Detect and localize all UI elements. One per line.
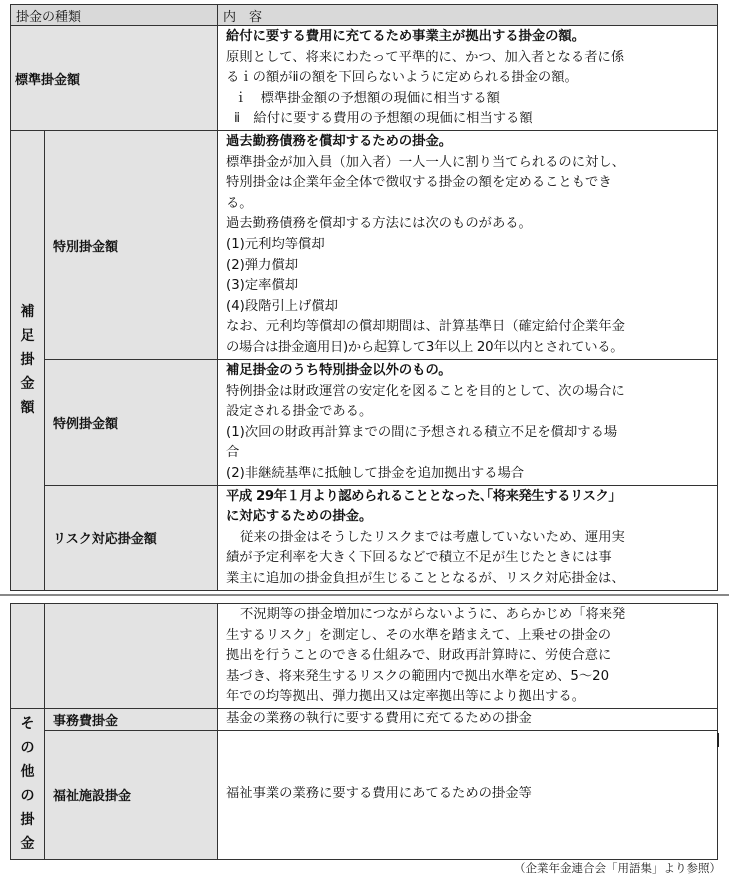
risk-line: 業主に追加の掛金負担が生じることとなるが、リスク対応掛金は、 bbox=[226, 570, 625, 586]
welfare-label: 福祉施設掛金 bbox=[45, 730, 218, 859]
risk-content bbox=[218, 485, 718, 590]
special-line: 標準掛金が加入員（加入者）一人一人に割り当てられるのに対し、 bbox=[226, 154, 625, 170]
special-line: (3)定率償却 bbox=[226, 278, 299, 294]
risk-line: 拠出を行うことのできる仕組みで、財政再計算時に、労使合意に bbox=[226, 648, 612, 664]
continued-label-cell bbox=[45, 604, 218, 709]
table-header-row bbox=[11, 5, 718, 26]
risk-line: 不況期等の掛金増加につながらないように、あらかじめ「将来発 bbox=[240, 607, 626, 622]
standard-line: 給付に要する費用に充てるため事業主が拠出する掛金の額。 bbox=[226, 29, 586, 44]
continued-side-cell bbox=[11, 604, 45, 709]
standard-line: るｉの額がⅱの額を下回らないように定められる掛金の額。 bbox=[226, 70, 578, 86]
exceptional-line: 特例掛金は財政運営の安定化を図ることを目的として、次の場合に bbox=[226, 383, 625, 399]
standard-line: ⅱ 給付に要する費用の予想額の現価に相当する額 bbox=[234, 111, 533, 127]
exceptional-line: 合 bbox=[226, 445, 240, 461]
welfare-content: 福祉事業の業務に要する費用にあてるための掛金等 bbox=[218, 730, 718, 859]
standard-line: 原則として、将来にわたって平準的に、かつ、加入者となる者に係 bbox=[226, 49, 625, 65]
standard-label: 標準掛金額 bbox=[11, 26, 218, 131]
exceptional-line: 補足掛金のうち特別掛金以外のもの。 bbox=[226, 363, 452, 378]
supplementary-group-label: 補 足 掛 金 額 bbox=[11, 131, 45, 591]
special-line: る。 bbox=[226, 195, 253, 211]
row-special bbox=[11, 131, 718, 360]
row-admin bbox=[11, 709, 718, 731]
admin-content: 基金の業務の執行に要する費用に充てるための掛金 bbox=[218, 709, 718, 731]
special-line: (1)元利均等償却 bbox=[226, 236, 325, 252]
exceptional-content bbox=[218, 360, 718, 486]
exceptional-line: 設定される掛金である。 bbox=[226, 404, 373, 420]
page-break bbox=[0, 594, 729, 596]
standard-line: ｉ 標準掛金額の予想額の現価に相当する額 bbox=[234, 90, 500, 106]
exceptional-line: (1)次回の財政再計算までの間に予想される積立不足を償却する場 bbox=[226, 424, 618, 440]
row-standard bbox=[11, 26, 718, 131]
risk-line: に対応するための掛金。 bbox=[226, 509, 373, 525]
special-line: の場合は掛金適用日)から起算して3年以上 20年以内とされている。 bbox=[226, 339, 624, 355]
header-kind: 掛金の種類 bbox=[11, 5, 218, 26]
risk-line: 平成 29年１月より認められることとなった､｢将来発生するリスク｣ bbox=[226, 488, 615, 504]
risk-line: 基づき、将来発生するリスクの範囲内で拠出水準を定め、5～20 bbox=[226, 668, 610, 684]
special-line: 過去勤務債務を償却する方法には次のものがある。 bbox=[226, 216, 532, 232]
risk-line: 生するリスク」を測定し、その水準を踏まえて、上乗せの掛金の bbox=[226, 627, 612, 643]
standard-content bbox=[218, 26, 718, 131]
special-line: 過去勤務債務を償却するための掛金。 bbox=[226, 134, 453, 149]
special-line: なお、元利均等償却の償却期間は、計算基準日（確定給付企業年金 bbox=[226, 319, 625, 335]
exceptional-label: 特例掛金額 bbox=[45, 360, 218, 486]
text-cursor bbox=[717, 733, 719, 747]
contribution-table-part2 bbox=[10, 603, 718, 860]
risk-content-continued bbox=[218, 604, 718, 709]
other-group-label: そ の 他 の 掛 金 bbox=[11, 709, 45, 860]
source-note: （企業年金連合会「用語集」より参照） bbox=[514, 861, 721, 875]
row-risk-continued bbox=[11, 604, 718, 709]
risk-line: 年での均等拠出、弾力拠出又は定率拠出等により拠出する。 bbox=[226, 689, 586, 705]
risk-label: リスク対応掛金額 bbox=[45, 485, 218, 590]
exceptional-line: (2)非継続基準に抵触して掛金を追加拠出する場合 bbox=[226, 465, 525, 481]
special-line: (4)段階引上げ償却 bbox=[226, 298, 338, 314]
header-content: 内 容 bbox=[218, 5, 718, 26]
row-risk bbox=[11, 485, 718, 590]
contribution-table-part1 bbox=[10, 4, 718, 591]
admin-label: 事務費掛金 bbox=[45, 709, 218, 731]
risk-line: 績が予定利率を大きく下回るなどで積立不足が生じたときには事 bbox=[226, 550, 612, 566]
special-line: 特別掛金は企業年金全体で徴収する掛金の額を定めることもでき bbox=[226, 175, 612, 191]
special-content bbox=[218, 131, 718, 360]
row-welfare bbox=[11, 730, 718, 859]
special-line: (2)弾力償却 bbox=[226, 257, 299, 273]
special-label: 特別掛金額 bbox=[45, 131, 218, 360]
risk-line: 従来の掛金はそうしたリスクまでは考慮していないため、運用実 bbox=[240, 529, 625, 545]
row-exceptional bbox=[11, 360, 718, 486]
